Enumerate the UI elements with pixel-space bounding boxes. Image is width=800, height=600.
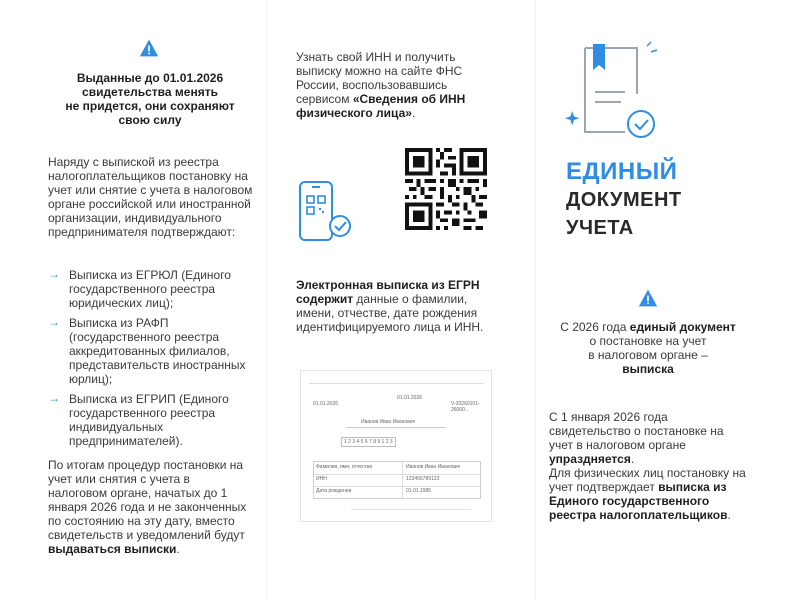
doc-row1-value: Иванов Иван Иванович — [406, 464, 461, 470]
doc-table-row-line — [314, 486, 480, 487]
doc-date-left: 01.01.2026 — [313, 401, 339, 407]
right-notice-line4: выписка — [622, 362, 674, 376]
doc-person-name: Иванов Иван Иванович — [361, 419, 416, 425]
doc-date-mid: 01.01.2026 — [397, 395, 423, 401]
list-item-text: Выписка из РАФП (государственного реестра аккредитованных филиалов, представительств иностранных юрлиц); — [69, 316, 246, 386]
list-item — [48, 392, 253, 448]
right-para-1 — [549, 410, 749, 466]
doc-row3-label: Дата рождения — [316, 488, 352, 494]
right-notice-bold: единый документ — [629, 320, 736, 334]
left-notice-line3: не придется, они сохраняют — [65, 99, 235, 113]
arrow-icon: → — [48, 391, 60, 405]
title-line-1: ЕДИНЫЙ — [566, 158, 678, 185]
right-para-2-bold: выписка из Единого государственного реестра налогоплательщиков — [549, 480, 728, 522]
doc-row3-value: 01.01.1985 — [406, 488, 432, 494]
arrow-icon: → — [48, 267, 60, 281]
right-notice-pre: С 2026 года — [560, 320, 630, 334]
inn-info-text: Узнать свой ИНН и получить выписку можно на сайте ФНС России, воспользовавшись сервисом — [296, 50, 463, 106]
title-line-3: УЧЕТА — [566, 217, 634, 239]
doc-row1-label: Фамилия, имя, отчество — [316, 464, 373, 470]
title-block — [566, 158, 786, 242]
inn-info — [296, 50, 486, 120]
warning-icon — [139, 38, 159, 58]
qr-code[interactable] — [405, 148, 487, 230]
egrn-info — [296, 278, 491, 334]
list-item — [48, 316, 253, 386]
fold-line-2 — [535, 0, 536, 600]
document-check-icon — [565, 40, 665, 140]
doc-number: V-20260101-26000... — [451, 401, 480, 413]
right-para-2-end: . — [727, 508, 731, 522]
list-item — [48, 268, 253, 310]
title-line-2: ДОКУМЕНТ — [566, 189, 682, 211]
egrn-info-text: данные о фамилии, имени, отчестве, дате рождения идентифицируемого лица и ИНН. — [296, 292, 484, 334]
right-notice-line3: в налоговом органе – — [588, 348, 708, 362]
right-notice-line1 — [548, 320, 748, 334]
left-list — [48, 268, 253, 454]
arrow-icon: → — [48, 315, 60, 329]
left-footer-end: . — [176, 542, 180, 556]
fold-line-1 — [266, 0, 267, 600]
right-para-2 — [549, 466, 749, 522]
inn-service-name: «Сведения об ИНН физического лица» — [296, 92, 466, 120]
sample-extract-document — [300, 370, 492, 522]
left-notice-line1: Выданные до 01.01.2026 — [76, 71, 224, 85]
doc-inn-cells: 1 2 3 4 5 6 7 8 9 1 2 3 — [341, 437, 396, 447]
left-notice — [50, 71, 250, 127]
right-para-2-text: Для физических лиц постановку на учет подтверждает — [549, 466, 746, 494]
right-notice — [548, 320, 748, 376]
left-notice-line2: свидетельства менять — [82, 85, 218, 99]
right-notice-line2: о постановке на учет — [589, 334, 707, 348]
phone-qr-icon — [296, 180, 356, 246]
list-item-text: Выписка из ЕГРЮЛ (Единого государственного реестра юридических лиц); — [69, 268, 231, 310]
warning-icon — [638, 288, 658, 308]
right-para-1-bold: упраздняется — [549, 452, 631, 466]
left-footer — [48, 458, 248, 556]
doc-signature-line — [351, 509, 471, 510]
right-para-1-text: С 1 января 2026 года свидетельство о постановке на учет в налоговом органе — [549, 410, 724, 452]
doc-table — [313, 461, 481, 499]
doc-row2-value: 123456789123 — [406, 476, 440, 482]
list-item-text: Выписка из ЕГРИП (Единого государственного реестра индивидуальных предпринимателей). — [69, 392, 229, 448]
doc-table-divider — [402, 462, 403, 498]
left-intro: Наряду с выпиской из реестра налогоплательщиков постановку на учет или снятие с учета в налоговом органе российской или иностранной организации, индивидуального предпринимателя подтверждают: — [48, 155, 253, 239]
left-notice-line4: свою силу — [118, 113, 182, 127]
doc-table-row-line — [314, 474, 480, 475]
doc-header-line — [309, 383, 484, 384]
left-footer-bold: выдаваться выписки — [48, 542, 177, 556]
doc-underline — [346, 427, 446, 428]
right-para-1-end: . — [630, 452, 635, 466]
inn-info-end: . — [411, 106, 416, 120]
egrn-info-bold: Электронная выписка из ЕГРН содержит — [296, 278, 480, 306]
left-footer-text: По итогам процедур постановки на учет или снятия с учета в налоговом органе, начатых до 1 января 2026 года и не законченных по состоянию на эту дату, вместо свидетельств и уведомлений будут — [48, 458, 247, 542]
doc-row2-label: ИНН — [316, 476, 327, 482]
